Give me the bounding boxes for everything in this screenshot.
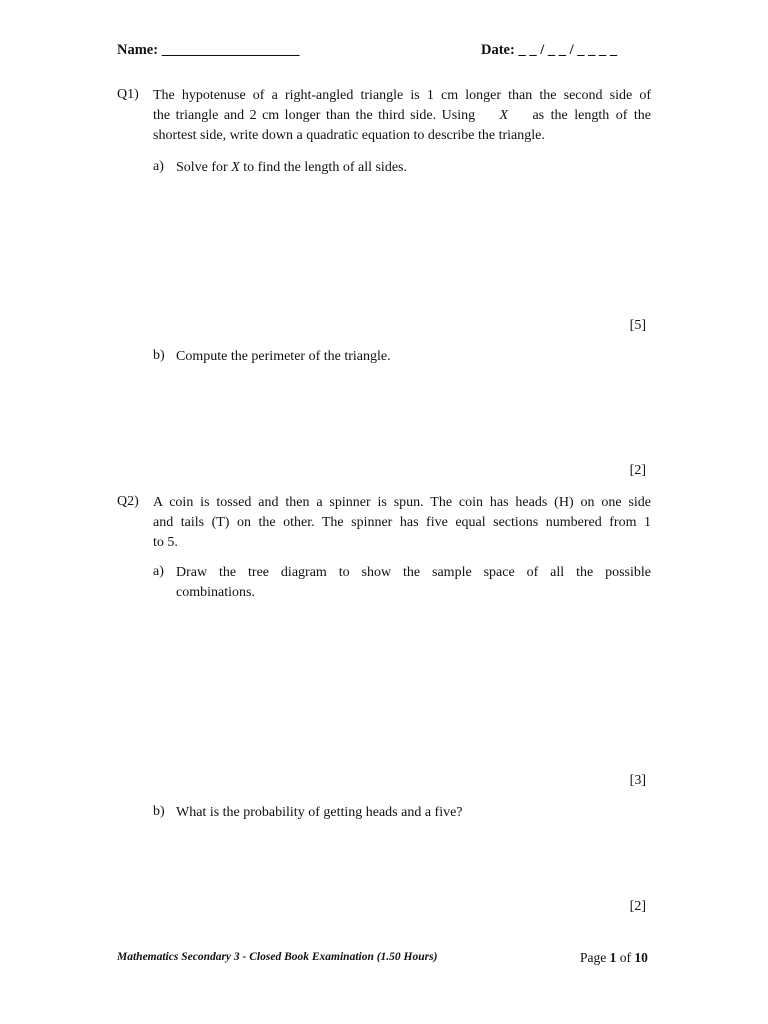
question-1b-marks: [2] xyxy=(629,463,646,478)
question-1a-marks: [5] xyxy=(629,318,646,333)
question-1-line-2-start: the triangle and 2 cm longer than the third side. Using xyxy=(153,108,476,123)
question-1-line-1: The hypotenuse of a right-angled triangle is 1 cm longer than the second side of xyxy=(153,88,651,103)
question-1a-text xyxy=(176,158,651,178)
question-1a-label: a) xyxy=(153,159,164,174)
variable-x: X xyxy=(231,160,240,175)
question-1-line-3: shortest side, write down a quadratic equation to describe the triangle. xyxy=(153,128,545,143)
question-2a-label: a) xyxy=(153,564,164,579)
question-2b-marks: [2] xyxy=(629,899,646,914)
page-of: of xyxy=(619,950,631,965)
footer-exam-title: Mathematics Secondary 3 - Closed Book Examination (1.50 Hours) xyxy=(117,951,438,963)
question-1-line-2-end: as the length of the xyxy=(532,108,651,123)
question-1-text xyxy=(153,86,651,146)
question-1-number: Q1) xyxy=(117,87,139,102)
question-2-line-3: to 5. xyxy=(153,535,178,550)
question-1a-text-end: to find the length of all sides. xyxy=(243,160,407,175)
question-1a-text-start: Solve for xyxy=(176,160,228,175)
question-2-number: Q2) xyxy=(117,494,139,509)
question-2-line-1: A coin is tossed and then a spinner is spun. The coin has heads (H) on one side xyxy=(153,495,651,510)
question-2b-text: What is the probability of getting heads and a five? xyxy=(176,805,463,820)
question-1-line-2 xyxy=(153,106,651,126)
page-word: Page xyxy=(580,950,607,965)
question-1b-label: b) xyxy=(153,348,165,363)
footer-page-number xyxy=(580,950,648,966)
page-total: 10 xyxy=(634,950,648,965)
date-field-label: Date: _ _ / _ _ / _ _ _ _ xyxy=(481,42,618,58)
question-2-text xyxy=(153,493,651,553)
question-1b-text: Compute the perimeter of the triangle. xyxy=(176,349,391,364)
question-2a-line-2: combinations. xyxy=(176,585,255,600)
question-2b-label: b) xyxy=(153,804,165,819)
question-2a-line-1: Draw the tree diagram to show the sample space of all the possible xyxy=(176,565,651,580)
question-2a-marks: [3] xyxy=(629,773,646,788)
variable-x: X xyxy=(499,108,509,123)
question-2a-text xyxy=(176,563,651,603)
question-2-line-2: and tails (T) on the other. The spinner has five equal sections numbered from 1 xyxy=(153,515,651,530)
page-current: 1 xyxy=(609,950,617,965)
name-field-label: Name: ___________________ xyxy=(117,42,300,58)
